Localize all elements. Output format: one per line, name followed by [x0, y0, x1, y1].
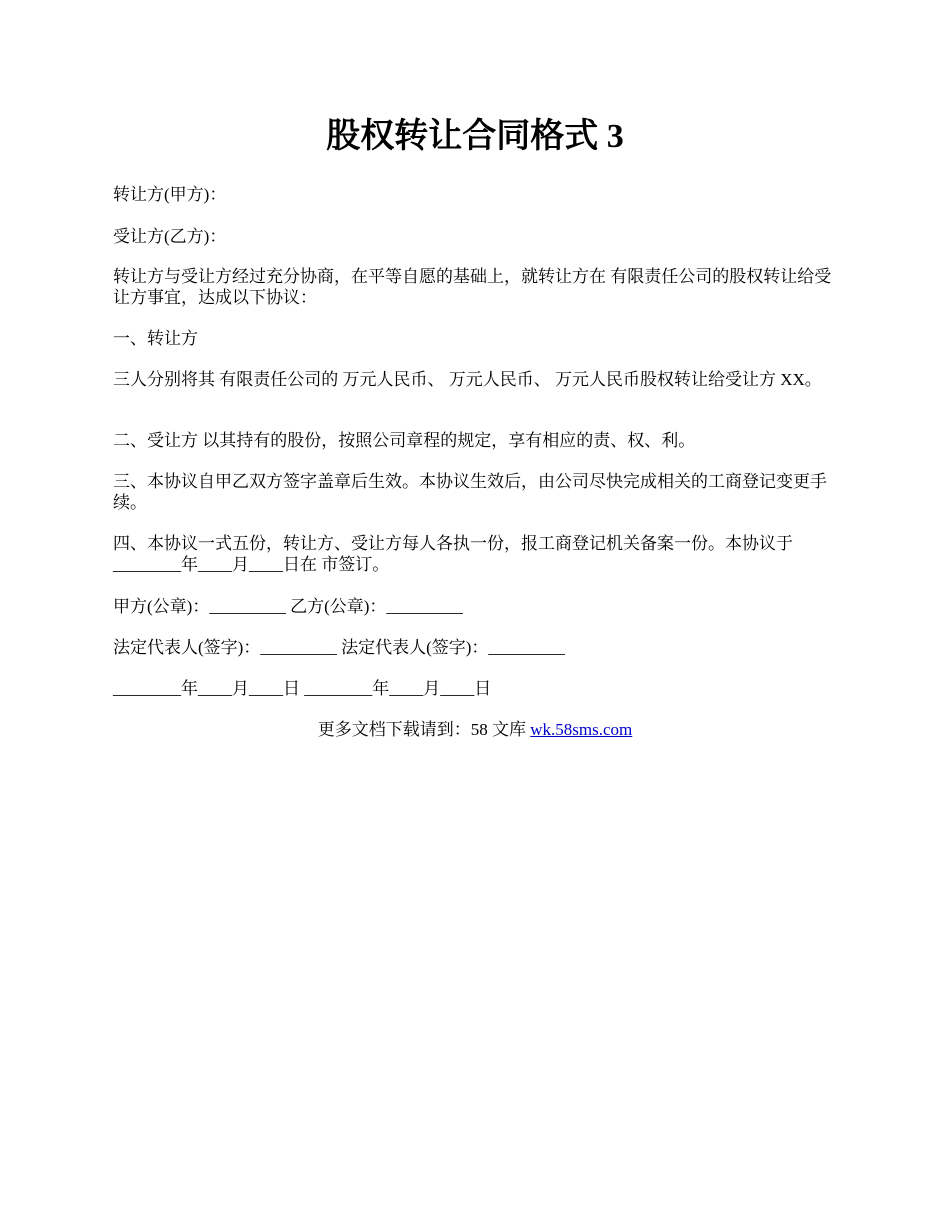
clause-3: 三、本协议自甲乙双方签字盖章后生效。本协议生效后，由公司尽快完成相关的工商登记变更手续。	[113, 472, 827, 512]
footer-link[interactable]: wk.58sms.com	[530, 720, 633, 739]
clause-1-heading: 一、转让方	[113, 329, 198, 348]
seal-line: 甲方(公章)：_________ 乙方(公章)：_________	[113, 597, 463, 616]
page-title: 股权转让合同格式 3	[326, 118, 624, 155]
footer	[0, 719, 950, 740]
date-line: ________年____月____日 ________年____月____日	[113, 679, 492, 698]
clause-4: 四、本协议一式五份，转让方、受让方每人各执一份，报工商登记机关备案一份。本协议于________年____月____日在 市签订。	[113, 534, 793, 574]
clause-1-body: 三人分别将其 有限责任公司的 万元人民币、 万元人民币、 万元人民币股权转让给受让方 XX。	[113, 370, 822, 389]
signature-line: 法定代表人(签字)：_________ 法定代表人(签字)：_________	[113, 638, 565, 657]
clause-2: 二、受让方 以其持有的股份，按照公司章程的规定，享有相应的责、权、利。	[113, 431, 696, 450]
intro-paragraph: 转让方与受让方经过充分协商，在平等自愿的基础上，就转让方在 有限责任公司的股权转让给受让方事宜，达成以下协议：	[113, 267, 832, 307]
footer-text: 更多文档下载请到：58 文库	[317, 720, 531, 739]
party-b-line: 受让方(乙方)：	[113, 227, 227, 246]
party-a-line: 转让方(甲方)：	[113, 185, 227, 204]
